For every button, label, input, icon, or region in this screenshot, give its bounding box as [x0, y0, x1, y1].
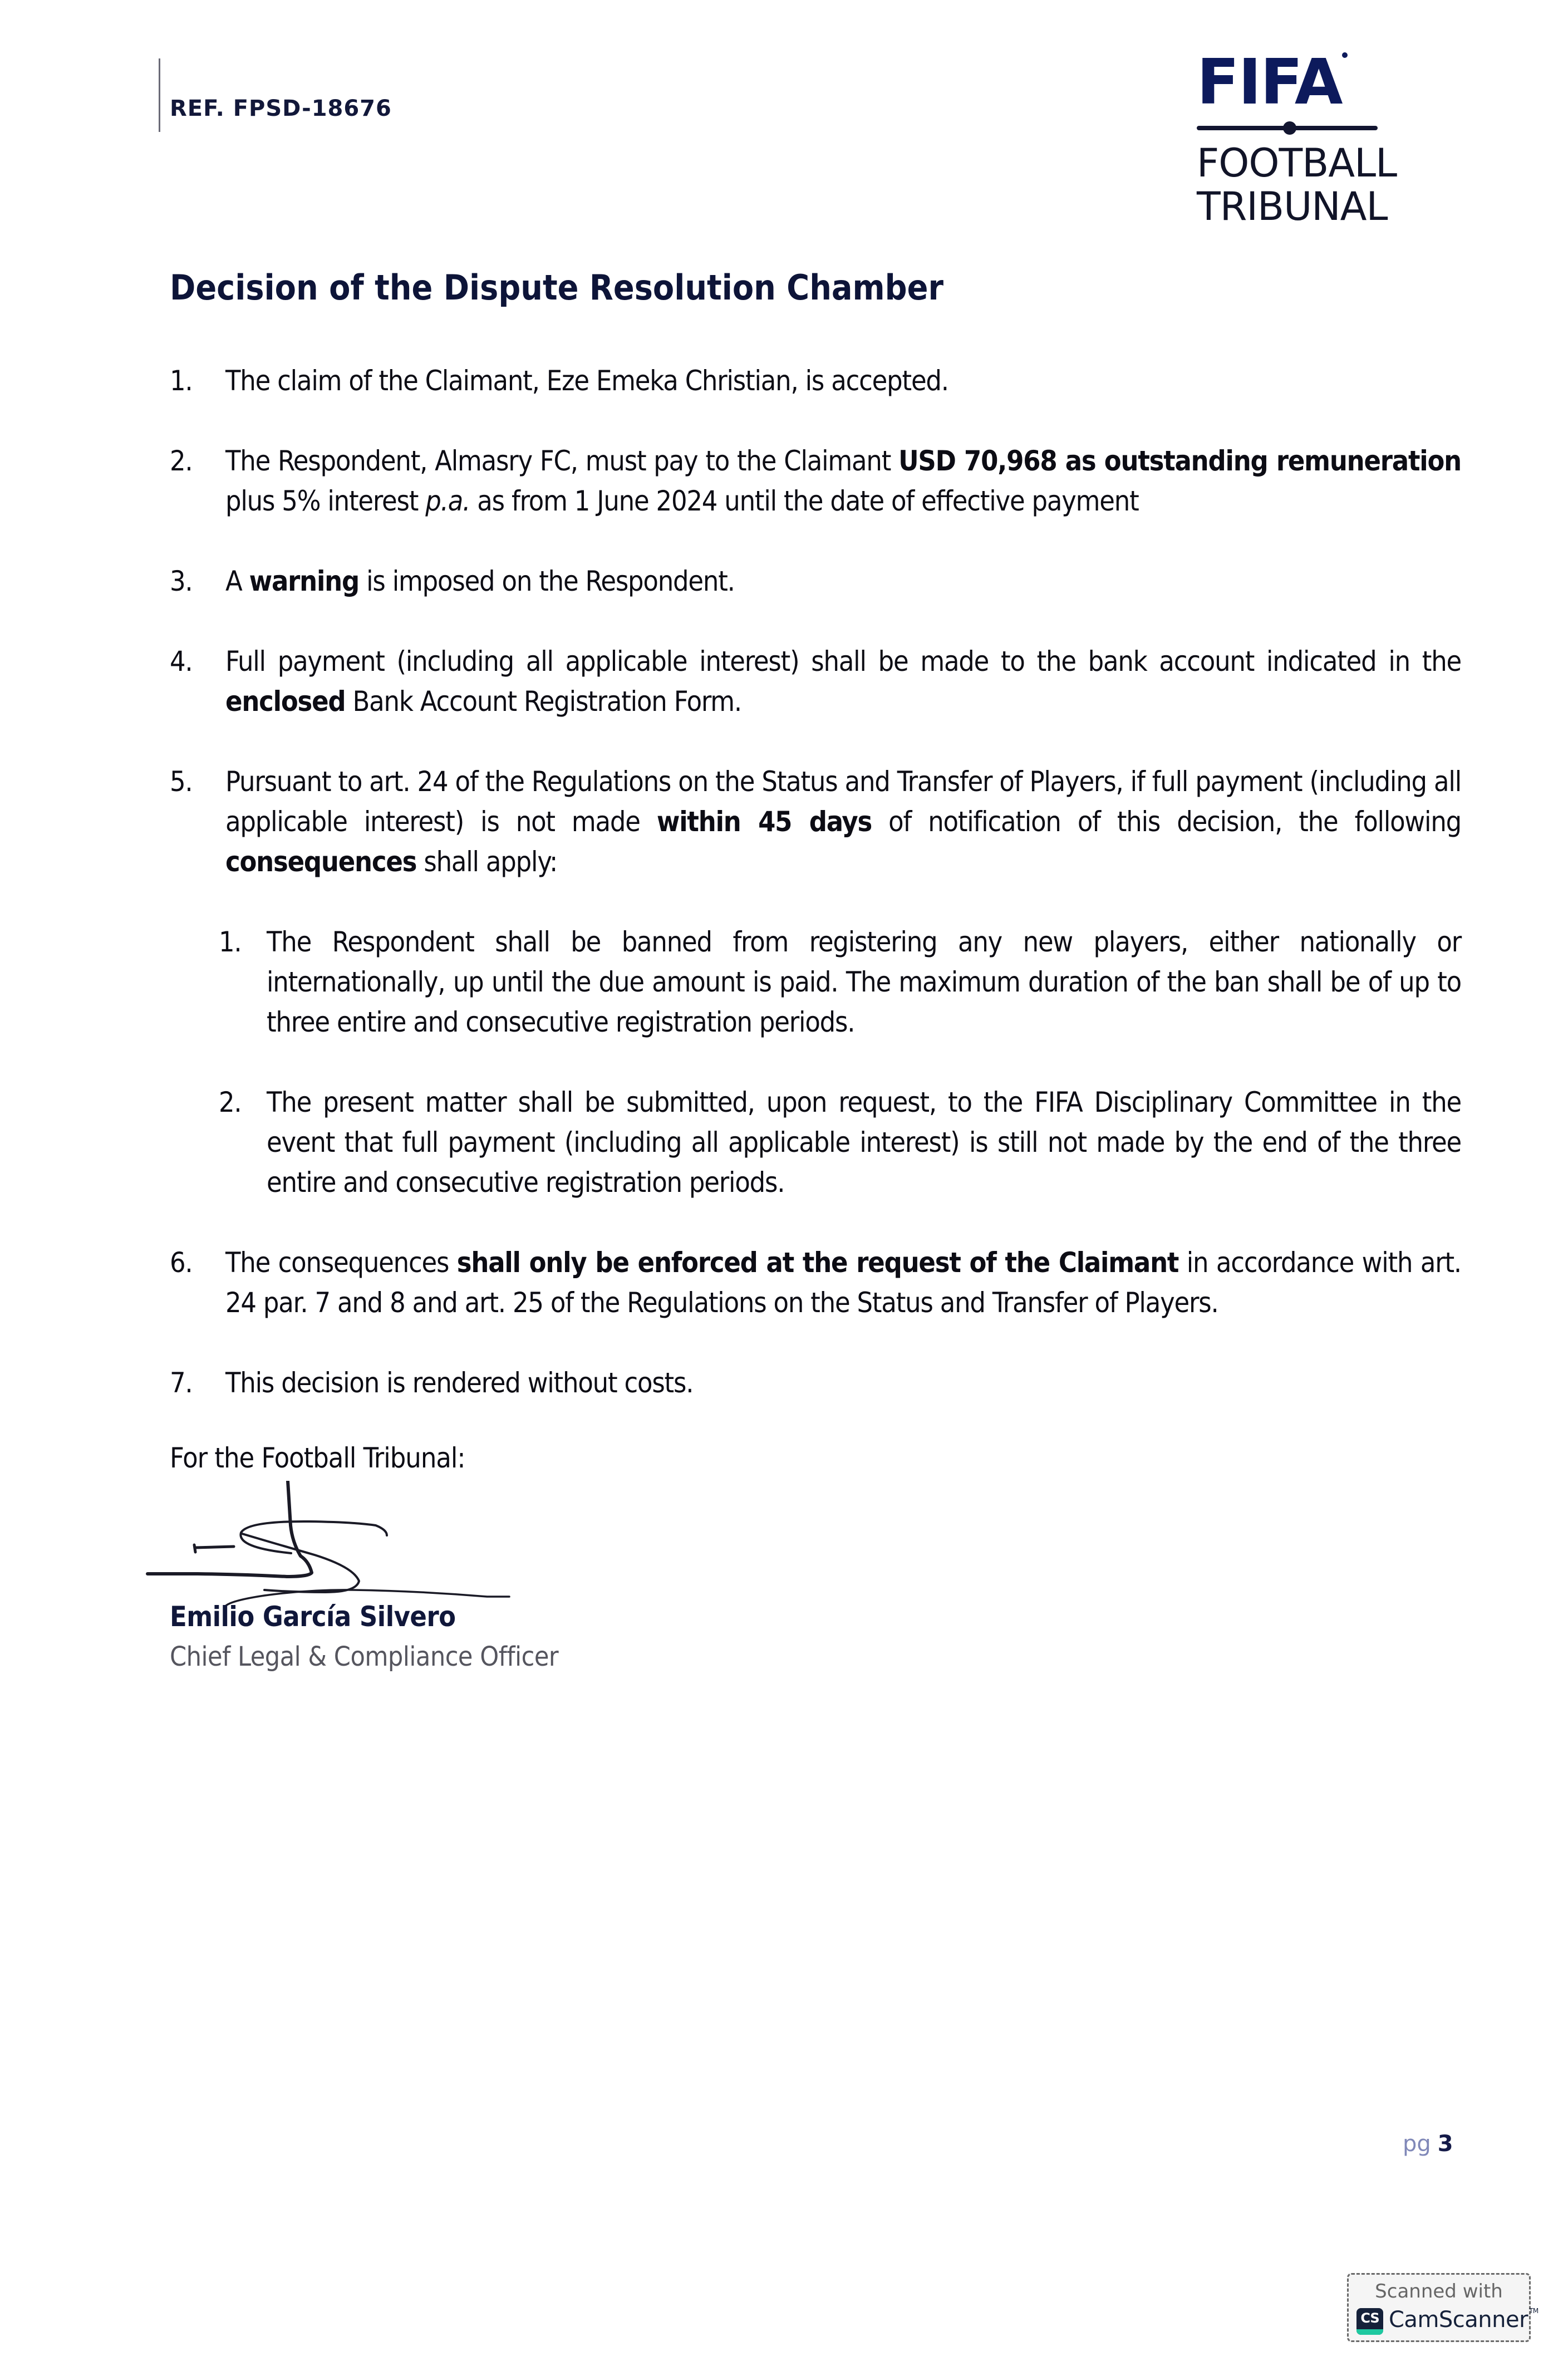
fifa-football-tribunal-logo — [1197, 46, 1408, 229]
decision-item-2 — [170, 441, 1461, 521]
signatory-name: Emilio García Silvero — [170, 1601, 456, 1633]
item-text: The consequences shall only be enforced at the request of the Claimant in accordance with art. 24 par. 7 and 8 and art. 25 of the Regulations on the Status and Transfer of Players. — [225, 1246, 1461, 1319]
consequence-item-1 — [219, 922, 1461, 1042]
decision-item-6 — [170, 1243, 1461, 1323]
decision-item-7 — [170, 1363, 1461, 1403]
decision-item-1 — [170, 361, 1461, 401]
handwritten-signature-icon — [142, 1481, 632, 1614]
decision-item-5 — [170, 762, 1461, 882]
subitem-number: 1. — [219, 926, 242, 958]
scanned-with-label: Scanned with — [1375, 2280, 1503, 2303]
reference-number: REF. FPSD-18676 — [170, 96, 392, 121]
decision-list — [170, 361, 1461, 1443]
camscanner-watermark — [1347, 2273, 1538, 2342]
decision-item-4 — [170, 641, 1461, 721]
page-title: Decision of the Dispute Resolution Chamber — [170, 267, 943, 308]
item-text: Pursuant to art. 24 of the Regulations on the Status and Transfer of Players, if full payment (including all applicable interest) is not made within 45 days of notification of this decision, the following consequences shall apply: — [225, 765, 1462, 878]
item-number: 4. — [170, 645, 193, 678]
camscanner-logo-icon: CS — [1356, 2308, 1383, 2335]
item-text: A warning is imposed on the Respondent. — [225, 565, 735, 597]
item-text: The claim of the Claimant, Eze Emeka Christian, is accepted. — [225, 365, 948, 397]
item-text: The Respondent, Almasry FC, must pay to the Claimant USD 70,968 as outstanding remuneration plus 5% interest p.a. as from 1 June 2024 until the date of effective payment — [225, 445, 1461, 517]
item-text: This decision is rendered without costs. — [225, 1367, 694, 1399]
signature-label: For the Football Tribunal: — [170, 1442, 465, 1474]
item-number: 1. — [170, 365, 193, 397]
logo-divider — [1197, 126, 1378, 130]
fifa-wordmark: FIFA — [1197, 51, 1342, 114]
signatory-title: Chief Legal & Compliance Officer — [170, 1641, 559, 1672]
consequence-item-2 — [219, 1082, 1461, 1202]
camscanner-brand: CamScanner ™ — [1389, 2307, 1538, 2333]
reference-divider — [159, 58, 160, 132]
item-number: 2. — [170, 445, 193, 477]
registered-mark-icon — [1342, 52, 1348, 58]
page-number: pg 3 — [1403, 2131, 1453, 2157]
consequences-list — [219, 922, 1461, 1202]
subitem-text: The Respondent shall be banned from registering any new players, either nationally or internationally, up until the due amount is paid. The maximum duration of the ban shall be of up to three entire and consecutive registration periods. — [267, 926, 1461, 1038]
item-number: 5. — [170, 765, 193, 798]
logo-dot-icon — [1283, 121, 1296, 135]
item-number: 7. — [170, 1367, 193, 1399]
decision-item-3 — [170, 561, 1461, 601]
item-text: Full payment (including all applicable interest) shall be made to the bank account indicated in the enclosed Bank Account Registration Form. — [225, 645, 1461, 718]
subitem-text: The present matter shall be submitted, upon request, to the FIFA Disciplinary Committee in the event that full payment (including all applicable interest) is still not made by the end of the three entire and consecutive registration periods. — [267, 1086, 1461, 1199]
item-number: 6. — [170, 1246, 193, 1279]
subitem-number: 2. — [219, 1086, 242, 1118]
amount-emphasis: USD 70,968 as outstanding remuneration — [898, 445, 1461, 477]
logo-subtitle: FOOTBALL TRIBUNAL — [1197, 140, 1397, 229]
item-number: 3. — [170, 565, 193, 597]
